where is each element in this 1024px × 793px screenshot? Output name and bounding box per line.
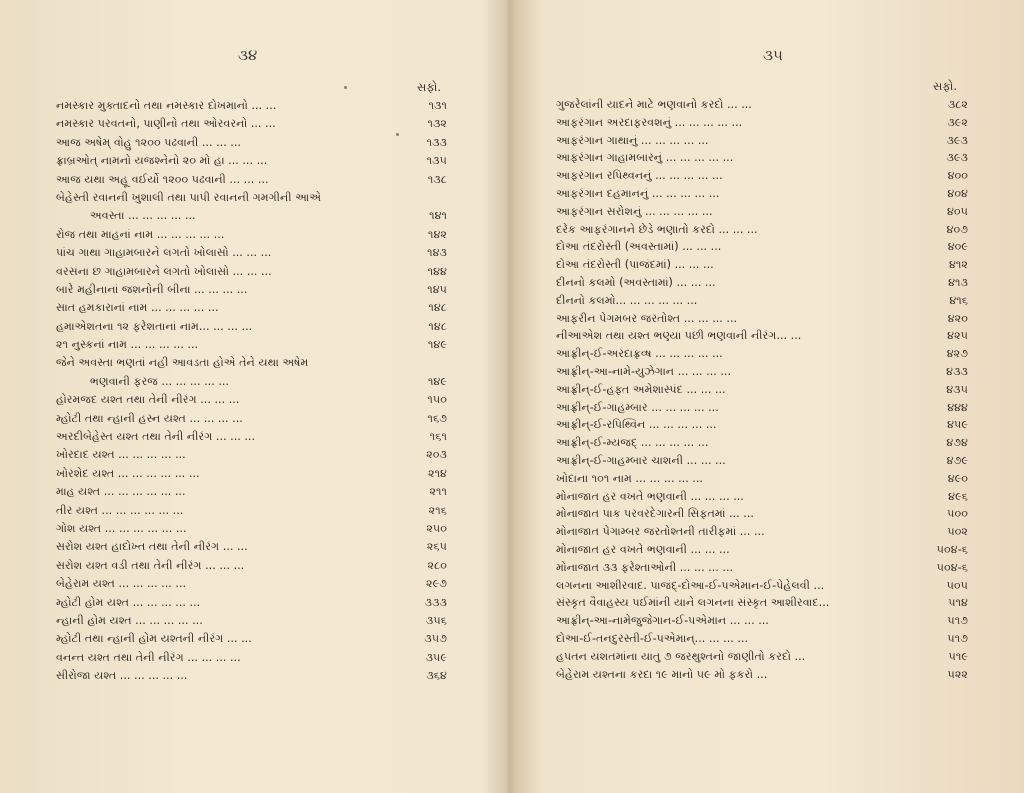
toc-entry — [56, 538, 447, 556]
toc-entry-title: નમસ્કાર મુક્તાદનો તથા નમસ્કાર દોખમાનો ... ... — [56, 99, 277, 112]
toc-entry-page-number: ૧૪૨ — [428, 227, 447, 241]
toc-entry-page-number: ૧૪૮ — [428, 301, 447, 315]
toc-entry — [556, 648, 968, 666]
toc-entry-page-number: ૫૨૨ — [947, 667, 968, 681]
toc-entry-title: દોઆ-ઈ-તનદુરસ્તી-ઈ-પએમાન્... ... ... ... — [556, 631, 749, 645]
toc-entry-title: લગનના આશીરવાદ. પાજંદ્-દોઆ-ઈ-પએમાન-ઈ-પેહેલવી ... — [556, 578, 825, 592]
toc-entry — [556, 452, 968, 470]
toc-entry-title: મોનાજાત પાક પરવરદેગારની સિફતમાં ... ... — [556, 507, 754, 521]
page-number: ૩૫ — [763, 46, 783, 64]
toc-entry-page-number: ૪૧૬ — [949, 293, 968, 307]
toc-entry — [56, 612, 447, 630]
toc-entry — [56, 299, 447, 317]
toc-entry-title: મોનાજાત ૩૩ ફરેશ્તાઓની ... ... ... ... — [556, 560, 734, 574]
page-column-header: સફો. — [933, 79, 958, 93]
toc-entry-page-number: ૪૧૩ — [948, 275, 968, 289]
toc-entry-title: આફરંગાન રપિથ્વનનું ... ... ... ... ... — [556, 169, 723, 183]
toc-entry-title: પાંચ ગાથા ગાહામબારને લગતો ખોલાસો ... ... ... — [56, 246, 272, 260]
toc-entry-title: આફરંગાન સરોશનું ... ... ... ... ... — [556, 204, 713, 218]
toc-entry — [556, 185, 968, 203]
toc-entry-page-number: ૧૩૩ — [426, 135, 447, 149]
left-page — [0, 0, 505, 793]
toc-entry-page-number: ૧૪૧ — [429, 209, 447, 223]
toc-entry-title: નમસ્કાર પરવતનો, પાણીનો તથા ઓરવરનો ... ... — [56, 117, 276, 131]
toc-entry-title: રોજ તથા માહનાં નામ ... ... ... ... ... — [56, 227, 225, 241]
toc-entry-title: ખોરદાદ યશ્ત ... ... ... ... ... — [56, 448, 186, 462]
toc-entry-page-number: ૧૫૦ — [427, 393, 447, 407]
toc-entry-page-number: ૨૦૩ — [426, 448, 447, 462]
toc-entry-title: સીરોજા યશ્ત ... ... ... ... ... — [56, 669, 188, 683]
toc-entry — [56, 649, 447, 667]
toc-entry-page-number: ૫૦૪-૬ — [936, 542, 968, 556]
toc-entry-page-number: ૫૦૦ — [947, 507, 968, 521]
toc-entry — [56, 134, 447, 152]
toc-entry-title: તીર યશ્ત ... ... ... ... ... ... — [56, 503, 184, 517]
toc-entry — [556, 167, 968, 185]
toc-entry-page-number: ૩૫૬ — [425, 613, 447, 627]
toc-entry-title: આફરંગાન ગાહામબારનું ... ... ... ... ... — [556, 151, 734, 165]
toc-entry-title: ગોશ યશ્ત ... ... ... ... ... ... — [56, 522, 187, 536]
toc-entry — [56, 263, 447, 281]
toc-entry-page-number: ૨૧૬ — [428, 503, 447, 517]
toc-entry — [556, 577, 968, 595]
toc-entry-page-number: ૫૦૪-૬ — [936, 560, 968, 574]
toc-entry-title: આફરંગાન દહમાનનું ... ... ... ... ... — [556, 186, 720, 200]
toc-entry — [556, 434, 968, 452]
toc-entry — [556, 238, 968, 256]
toc-entry — [556, 96, 968, 114]
toc-entry-page-number: ૪૯૦ — [947, 471, 968, 485]
toc-entry-page-number: ૩૯૩ — [946, 133, 968, 147]
toc-list — [556, 96, 968, 683]
toc-entry — [56, 97, 447, 115]
toc-entry-page-number: ૫૧૭ — [947, 614, 968, 628]
toc-entry-page-number: ૧૩૮ — [427, 172, 447, 186]
toc-entry — [556, 274, 968, 292]
toc-entry-title: હમાએશતના ૧૨ ફરેશતાનાં નામ... ... ... ... — [56, 319, 253, 333]
toc-entry-title: ફ્રાબ્રઓત્ નામનો યજશ્નેનો ૨૦ મો હા ... ... ... — [56, 154, 268, 168]
toc-entry — [556, 416, 968, 434]
toc-entry-title: દોઆ તંદરોસ્તી (અવસ્તામાં) ... ... ... — [556, 240, 722, 254]
toc-entry-title: નીઆએશ તથા યશ્ત ભણ્યા પછી ભણવાની નીરંગ... ... — [556, 329, 802, 343]
toc-entry-page-number: ૨૬૫ — [426, 540, 447, 554]
toc-entry-title: આફ્રીન્-ઈ-હફ્ત અમેશાસ્પંદ ... ... ... — [556, 382, 726, 396]
toc-entry — [556, 559, 968, 577]
toc-entry — [556, 149, 968, 167]
toc-entry-title: સાત હમકારાનાં નામ ... ... ... ... ... — [56, 301, 219, 315]
toc-entry-page-number: ૪૫૯ — [947, 418, 968, 432]
toc-entry-title: આફ્રીન્-ઈ-ગાહમ્બાર ... ... ... ... ... — [556, 400, 719, 414]
toc-entry — [556, 488, 968, 506]
toc-entry-title: વનન્ત યશ્ત તથા તેની નીરંગ ... ... ... ... — [56, 650, 241, 664]
toc-entry-title: માહ યશ્ત ... ... ... ... ... ... — [56, 485, 186, 499]
toc-entry — [56, 428, 447, 446]
toc-entry — [56, 244, 447, 262]
toc-entry-title: દરેક આફરંગાનને છેડે ભણાતો કરદો ... ... ... — [556, 222, 758, 236]
toc-entry-title: આફરીન પેગમબર જરતોશ્ત ... ... ... ... — [556, 311, 738, 325]
toc-entry — [56, 594, 447, 612]
toc-entry-page-number: ૧૪૮ — [428, 319, 447, 333]
toc-entry-title: આફ્રીન્-ઈ-ગાહમ્બાર ચાશની ... ... ... — [556, 453, 726, 467]
toc-entry-page-number: ૧૩૫ — [426, 154, 447, 168]
toc-entry-page-number: ૫૧૪ — [948, 596, 968, 610]
toc-entry-page-number: ૧૪૪ — [427, 264, 447, 278]
toc-entry-title: મ્હોટી હોમ યશ્ત ... ... ... ... ... — [56, 595, 201, 609]
toc-entry — [56, 354, 447, 391]
toc-entry-title: અરદીબેહેસ્ત યશ્ત તથા તેની નીરંગ ... ... ... — [56, 430, 256, 444]
toc-entry — [556, 470, 968, 488]
paper-speck — [396, 133, 399, 136]
toc-entry — [56, 520, 447, 538]
toc-entry — [556, 327, 968, 345]
toc-entry-title: વરસના છ ગાહામબારને લગતો ખોલાસો ... ... ... — [56, 264, 272, 278]
page-column-header: સફો. — [417, 80, 442, 94]
toc-entry-title: સરોશ યશ્ત વડી તથા તેની નીરંગ ... ... ... — [56, 558, 245, 572]
toc-entry-title: હપતન યશતમાંના યાતુ ૭ જરથુશ્તનો જાણીતો કરદો ... — [556, 649, 806, 663]
toc-entry-title: આફ્રીન્-આ-નામેજુજેગાન-ઈ-પએમાન ... ... ... — [556, 614, 769, 628]
toc-entry-title: હોરમજદ યશ્ત તથા તેની નીરંગ ... ... ... — [56, 393, 240, 407]
toc-entry — [556, 505, 968, 523]
toc-entry-title: ન્હાની હોમ યશ્ત ... ... ... ... ... — [56, 613, 203, 627]
toc-entry-page-number: ૧૩૨ — [427, 117, 447, 131]
toc-entry — [56, 318, 447, 336]
toc-entry-page-number: ૫૦૫ — [946, 578, 968, 592]
toc-entry-page-number: ૪૦૦ — [947, 169, 968, 183]
toc-entry — [556, 381, 968, 399]
toc-entry-title-continued: ભણવાની ફરજ ... ... ... ... ... — [90, 374, 229, 388]
toc-entry-title: બેહેરામ યશ્તના કરદા ૧૯ માનો ૫૯ મો ફકરો ... — [556, 667, 768, 681]
toc-entry — [56, 336, 447, 354]
toc-entry-title: મ્હોટી તથા ન્હાની હોમ યશ્તની નીરંગ ... ... — [56, 632, 252, 646]
toc-entry-title: આફ્રીન્-ઈ-અરદાફ્રવ્ષ ... ... ... ... ... — [556, 347, 723, 361]
toc-entry-title: સંસ્કૃત વૈવાહસ્ય પઈમાંની યાને લગનના સંસ્કૃત આશીરવાદ... — [556, 596, 830, 610]
toc-entry-page-number: ૪૯૬ — [948, 489, 968, 503]
toc-entry-page-number: ૧૪૯ — [427, 338, 447, 352]
toc-entry-page-number: ૧૩૧ — [428, 99, 447, 112]
toc-entry-page-number: ૫૧૯ — [948, 649, 968, 663]
toc-entry-page-number: ૪૦૭ — [946, 222, 968, 236]
toc-entry-title: ખોદાના ૧૦૧ નામ ... ... ... ... ... — [556, 471, 703, 485]
toc-entry-title: મોનાજાત પેગામ્બર જરતોશ્તની તારીફમાં ... ... — [556, 525, 765, 539]
toc-entry — [556, 256, 968, 274]
toc-entry-page-number: ૩૫૯ — [425, 650, 447, 664]
toc-entry — [556, 310, 968, 328]
toc-entry-page-number: ૧૪૩ — [427, 246, 447, 260]
toc-entry — [556, 541, 968, 559]
toc-entry-page-number: ૩૯૩ — [946, 151, 968, 165]
toc-entry-page-number: ૪૪૪ — [947, 400, 968, 414]
toc-entry — [56, 391, 447, 409]
toc-entry-title: આજ અષેમ્ વોહુ ૧૨૦૦ પઢવાની ... ... ... — [56, 135, 241, 149]
toc-entry-page-number: ૪૨૭ — [946, 347, 968, 361]
toc-entry-page-number: ૪૦૫ — [946, 204, 968, 218]
toc-entry — [556, 132, 968, 150]
toc-entry — [56, 226, 447, 244]
toc-entry — [556, 114, 968, 132]
toc-entry — [56, 115, 447, 133]
toc-entry — [556, 363, 968, 381]
toc-entry-page-number: ૩૬૪ — [426, 669, 447, 683]
toc-entry-page-number: ૪૭૯ — [946, 453, 968, 467]
toc-entry — [556, 594, 968, 612]
toc-entry-page-number: ૫૦૨ — [947, 525, 968, 539]
toc-entry-page-number: ૩૫૭ — [424, 632, 447, 646]
toc-entry-page-number: ૪૭૪ — [946, 436, 968, 450]
toc-entry-page-number: ૧૪૯ — [427, 374, 447, 388]
toc-entry-page-number: ૪૨૦ — [947, 311, 968, 325]
toc-entry — [56, 281, 447, 299]
toc-entry-title: મ્હોટી તથા ન્હાની હસ્ન યશ્ત ... ... ... ... — [56, 411, 243, 425]
toc-entry — [56, 152, 447, 170]
toc-entry — [56, 575, 447, 593]
toc-entry-page-number: ૪૦૯ — [947, 240, 968, 254]
toc-entry-title: બેહેરામ યશ્ત ... ... ... ... ... — [56, 577, 187, 591]
right-page — [512, 0, 1024, 793]
toc-entry-title: બેહેસ્તી રવાનની ખુશાલી તથા પાપી રવાનની ગમગીની આએ — [56, 190, 322, 204]
toc-entry-page-number: ૨૧૪ — [428, 466, 447, 480]
toc-entry-page-number: ૩૯૨ — [947, 115, 968, 129]
toc-entry-title: ખોરશેદ યશ્ત ... ... ... ... ... ... — [56, 466, 200, 480]
toc-entry-title: દોઆ તંદરોસ્તી (પાજંદમાં) ... ... ... — [556, 258, 714, 272]
toc-entry — [556, 612, 968, 630]
toc-entry-title-continued: અવસ્તા ... ... ... ... ... — [90, 209, 196, 223]
toc-entry-page-number: ૪૦૪ — [947, 186, 968, 200]
toc-entry-title: આફરંગાન અરદાફરવશનું ... ... ... ... ... — [556, 115, 743, 129]
toc-entry — [56, 446, 447, 464]
toc-entry — [56, 189, 447, 226]
toc-entry-title: જેને અવસ્તા ભણતાં નહી આવડતા હોએ તેને યથા અષેમ — [56, 356, 309, 370]
toc-entry-title: ૨૧ નુસ્કનાં નામ ... ... ... ... ... — [56, 338, 199, 352]
toc-entry-page-number: ૩૩૩ — [424, 595, 447, 609]
toc-entry — [56, 502, 447, 520]
toc-entry-title: આફ્રીન્-ઈ-રપિથ્વિન ... ... ... ... ... — [556, 418, 717, 432]
toc-entry-title: ગુજરેલાંની યાદને માટે ભણવાનો કરદો ... ... — [556, 98, 752, 111]
toc-entry — [56, 483, 447, 501]
toc-entry-page-number: ૪૩૩ — [946, 364, 968, 378]
toc-entry-title: મોનાજાત હર વખતે ભણવાની ... ... ... ... — [556, 489, 744, 503]
toc-entry-page-number: ૫૧૭ — [947, 631, 968, 645]
toc-entry-page-number: ૨૫૦ — [426, 522, 447, 536]
toc-entry — [556, 523, 968, 541]
toc-entry — [556, 630, 968, 648]
toc-entry-page-number: ૪૨૫ — [947, 329, 968, 343]
toc-entry — [56, 557, 447, 575]
toc-entry-title: બારે મહીનાનાં જશનોની બીના ... ... ... ... — [56, 282, 248, 296]
toc-entry — [556, 292, 968, 310]
page-number: ૩૪ — [238, 46, 258, 64]
toc-entry-page-number: ૪૩૫ — [946, 382, 968, 396]
toc-entry-title: સરોશ યશ્ત હાદોખ્ત તથા તેની નીરંગ ... ... — [56, 540, 248, 554]
toc-entry-page-number: ૩૮૨ — [947, 98, 968, 111]
toc-entry-title: મોનાજાત હર વખતે ભણવાની ... ... ... — [556, 542, 730, 556]
toc-entry — [556, 221, 968, 239]
toc-list — [56, 97, 447, 686]
toc-entry-title: આફ્રીન્-આ-નામે-યુઝેગાન ... ... ... ... — [556, 364, 732, 378]
toc-entry-title: આફ્રીન્-ઈ-મ્યજદ્ ... ... ... ... ... — [556, 436, 709, 450]
paper-speck — [344, 86, 347, 89]
toc-entry-page-number: ૨૮૦ — [427, 558, 447, 572]
toc-entry-title: આજ યથા અહૂ વઈર્યો ૧૨૦૦ પઢવાની ... ... ... — [56, 172, 269, 186]
toc-entry-page-number: ૨૯૭ — [426, 577, 447, 591]
toc-entry-title: આફરંગાન ગાથાનું ... ... ... ... ... — [556, 133, 709, 147]
toc-entry — [56, 410, 447, 428]
toc-entry — [56, 171, 447, 189]
toc-entry-title: દીનનો કલમો... ... ... ... ... ... — [556, 293, 698, 307]
toc-entry-page-number: ૧૬૧ — [429, 430, 447, 444]
toc-entry-title: દીનનો કલમો (અવસ્તામાં) ... ... ... — [556, 275, 716, 289]
toc-entry — [556, 399, 968, 417]
toc-entry-page-number: ૧૪૫ — [427, 282, 447, 296]
toc-entry — [556, 345, 968, 363]
toc-entry-page-number: ૪૧૨ — [949, 258, 968, 272]
toc-entry — [56, 630, 447, 648]
toc-entry — [56, 667, 447, 685]
toc-entry — [556, 666, 968, 684]
toc-entry-page-number: ૧૬૭ — [427, 411, 447, 425]
toc-entry-page-number: ૨૧૧ — [429, 485, 447, 499]
toc-entry — [56, 465, 447, 483]
toc-entry — [556, 203, 968, 221]
